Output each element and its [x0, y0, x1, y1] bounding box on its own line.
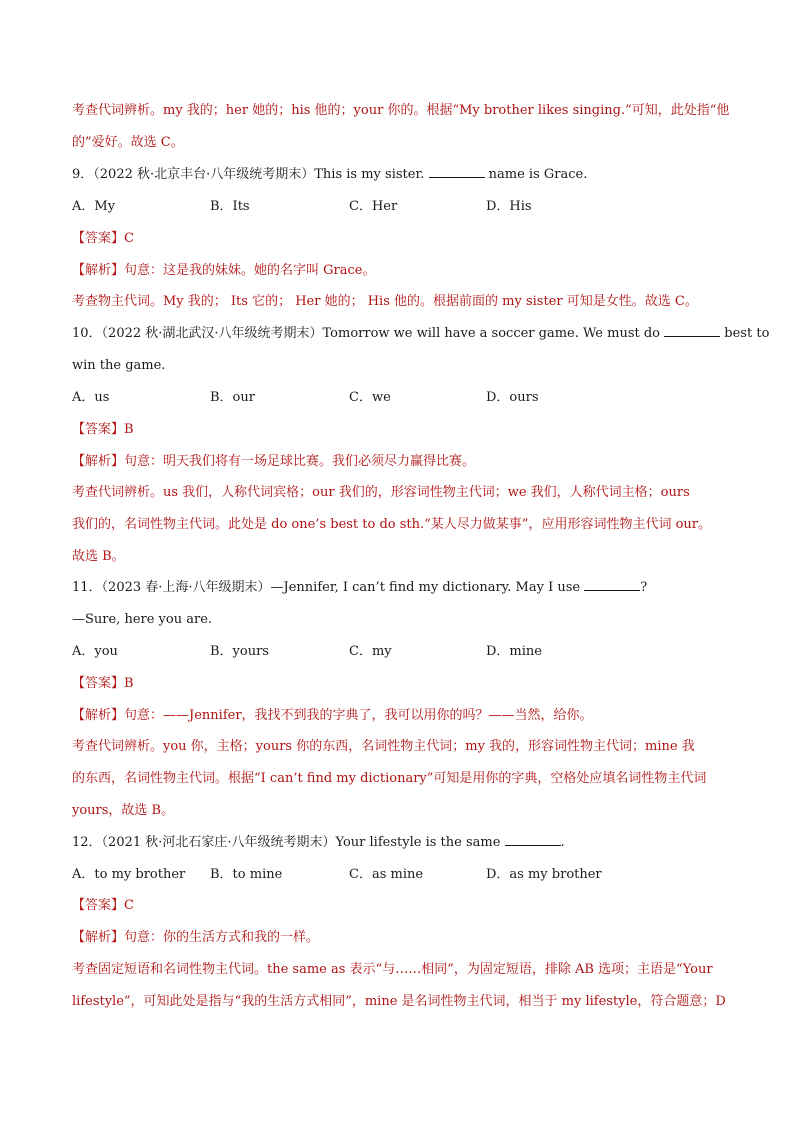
analysis-text: 句意：这是我的妹妹。她的名字叫 Grace。	[124, 263, 376, 278]
option-c: C．we	[349, 390, 391, 405]
analysis-text: 句意：你的生活方式和我的一样。	[124, 930, 320, 945]
option-d: D．ours	[486, 390, 539, 405]
explanation-line: 的东西，名词性物主代词。根据“I can’t find my dictionary”可知是用你的字典，空格处应填名词性物主代词	[72, 771, 707, 786]
option-d: D．mine	[486, 644, 542, 659]
answer-tag: 【答案】	[72, 231, 125, 246]
explanation-line: 的”爱好。故选 C。	[72, 135, 184, 150]
analysis-line	[72, 928, 738, 948]
answer-value: B	[124, 422, 134, 437]
analysis-line	[72, 452, 738, 472]
explanation-line: 故选 B。	[72, 549, 125, 564]
answer-tag: 【答案】	[72, 422, 125, 437]
explanation-line: 考查代词辨析。you 你，主格；yours 你的东西，名词性物主代词；my 我的，形容词性物主代词；mine 我	[72, 739, 695, 754]
analysis-text: 句意：明天我们将有一场足球比赛。我们必须尽力赢得比赛。	[124, 454, 476, 469]
option-c: C．as mine	[349, 867, 424, 882]
answer-blank	[664, 324, 720, 337]
analysis-tag: 【解析】	[72, 708, 125, 723]
answer-line	[72, 229, 738, 249]
option-d: D．as my brother	[486, 867, 602, 882]
answer-blank	[429, 165, 485, 178]
question-12-stem: 12．（2021 秋·河北石家庄·八年级统考期末）Your lifestyle is the same .	[72, 835, 565, 850]
answer-value: C	[124, 898, 134, 913]
option-b: B．to mine	[210, 867, 283, 882]
question-10-stem-cont: win the game.	[72, 358, 166, 373]
analysis-text: 句意：——Jennifer，我找不到我的字典了，我可以用你的吗？——当然，给你。	[124, 708, 593, 723]
option-b: B．Its	[210, 199, 250, 214]
option-c: C．my	[349, 644, 392, 659]
analysis-line	[72, 261, 738, 281]
explanation-line: 考查固定短语和名词性物主代词。the same as 表示“与……相同”，为固定短语，排除 AB 选项；主语是“Your	[72, 962, 713, 977]
analysis-tag: 【解析】	[72, 263, 125, 278]
answer-line	[72, 674, 738, 694]
explanation-line: 考查代词辨析。us 我们，人称代词宾格；our 我们的，形容词性物主代词；we 我们，人称代词主格；ours	[72, 485, 690, 500]
explanation-line: 我们的，名词性物主代词。此处是 do one’s best to do sth.“某人尽力做某事”，应用形容词性物主代词 our。	[72, 517, 711, 532]
question-11-stem: 11．（2023 春·上海·八年级期末）—Jennifer, I can’t find my dictionary. May I use ?	[72, 580, 648, 595]
question-9-stem: 9．（2022 秋·北京丰台·八年级统考期末）This is my sister. name is Grace.	[72, 167, 588, 182]
option-a: A．to my brother	[72, 867, 186, 882]
answer-line	[72, 420, 738, 440]
option-b: B．our	[210, 390, 255, 405]
analysis-tag: 【解析】	[72, 930, 125, 945]
explanation-line: lifestyle”，可知此处是指与“我的生活方式相同”，mine 是名词性物主代词，相当于 my lifestyle，符合题意；D	[72, 994, 726, 1009]
answer-blank	[584, 578, 640, 591]
question-11-stem-cont: —Sure, here you are.	[72, 612, 213, 627]
option-d: D．His	[486, 199, 532, 214]
option-a: A．My	[72, 199, 116, 214]
explanation-line: 考查物主代词。My 我的； Its 它的； Her 她的； His 他的。根据前面的 my sister 可知是女性。故选 C。	[72, 294, 698, 309]
explanation-line: 考查代词辨析。my 我的；her 她的；his 他的；your 你的。根据“My brother likes singing.”可知，此处指“他	[72, 103, 730, 118]
answer-value: C	[124, 231, 134, 246]
option-a: A．us	[72, 390, 110, 405]
answer-blank	[505, 833, 561, 846]
question-10-stem: 10．（2022 秋·湖北武汉·八年级统考期末）Tomorrow we will have a soccer game. We must do best to	[72, 326, 770, 341]
explanation-line: yours，故选 B。	[72, 803, 175, 818]
analysis-tag: 【解析】	[72, 454, 125, 469]
answer-value: B	[124, 676, 134, 691]
option-a: A．you	[72, 644, 118, 659]
option-b: B．yours	[210, 644, 269, 659]
analysis-line	[72, 706, 738, 726]
answer-line	[72, 896, 738, 916]
answer-tag: 【答案】	[72, 898, 125, 913]
answer-tag: 【答案】	[72, 676, 125, 691]
option-c: C．Her	[349, 199, 398, 214]
